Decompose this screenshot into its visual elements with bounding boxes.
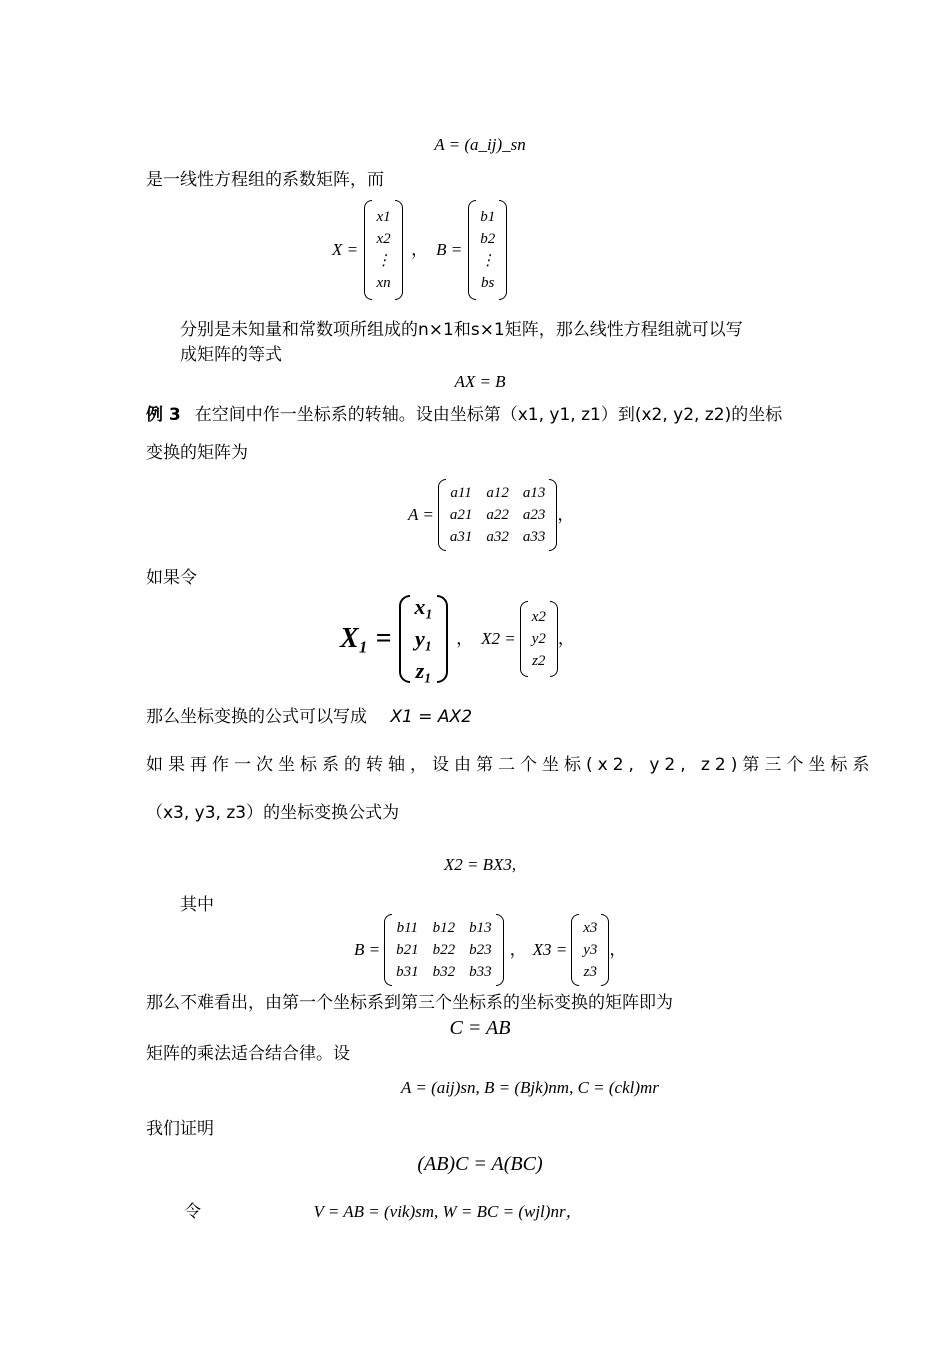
a-cell: a33 [522,529,546,545]
eq-associativity: (AB)C = A(BC) [417,1153,543,1175]
example-3-line [146,403,782,427]
x1-comma: ， [456,629,474,649]
a-cell: a23 [522,507,546,523]
eq-ax-b: AX = B [454,372,506,391]
x1-cell: y₁ [415,626,433,651]
b-cell: b22 [432,942,456,958]
formula-intro: 那么坐标变换的公式可以写成 [146,707,367,727]
b-lhs: B = [436,240,463,259]
eq-a-matrix [408,478,574,552]
text-second-rotation: 如果再作一次坐标系的转轴，设由第二个坐标(x2, y2, z2)第三个坐标系 [146,755,875,775]
text-let-vw [184,1199,583,1224]
example-text: 在空间中作一坐标系的转轴。设由坐标第（x1, y1, z1）到(x2, y2, z2)的坐标 [194,405,783,425]
bmat-lhs: B = [354,940,381,959]
text-we-prove: 我们证明 [146,1119,214,1139]
b-vec-4: bs [481,275,495,291]
x1-cell: x₁ [414,594,434,619]
x3-cell: x3 [583,920,598,936]
b-cell: b13 [469,920,492,936]
a-cell: a12 [486,485,509,501]
text-transform-formula [146,705,472,729]
a-cell: a21 [449,507,473,523]
x2-comma: ， [557,629,575,649]
a-cell: a13 [522,485,546,501]
text-associative: 矩阵的乘法适合结合律。设 [146,1044,350,1064]
x1-cell: z₁ [415,658,432,683]
a-cell: a32 [486,529,509,545]
x-vec-2: x2 [376,231,391,247]
x1-vector [399,595,448,683]
x3-comma: ， [609,940,627,960]
text-third-system: （x3, y3, z3）的坐标变换公式为 [146,803,400,823]
sep-comma: ， [411,240,429,260]
text-transform-matrix: 变换的矩阵为 [146,443,248,463]
b-cell: b31 [396,964,419,980]
b-vector [468,200,507,300]
x3-vector [571,914,609,986]
eq-c-ab: C = AB [449,1017,511,1039]
x3-cell: z3 [583,964,597,980]
b-cell: b33 [469,964,492,980]
x2-cell: x2 [531,609,546,625]
a-cell: a11 [450,485,472,501]
x-vec-3: ⋮ [376,253,392,269]
example-label: 例 3 [146,405,181,425]
b-vec-2: b2 [480,231,496,247]
b-vec-3: ⋮ [480,253,496,269]
text-where: 其中 [180,895,214,915]
x2-cell: y2 [531,631,546,647]
x3-lhs: X3 = [532,940,568,959]
b-cell: b12 [432,920,456,936]
b-matrix [384,914,504,986]
eq-a-def: A = (a_ij)_sn [434,135,526,154]
bmat-comma: ， [509,940,527,960]
x3-cell: y3 [583,942,598,958]
a-matrix [438,479,558,551]
text-conclusion: 那么不难看出，由第一个坐标系到第三个坐标系的坐标变换的矩阵即为 [146,993,673,1013]
x-vector [364,200,403,300]
eq-abc-def: A = (aij)sn, B = (Bjk)nm, C = (ckl)mr [401,1078,659,1097]
text-if-let: 如果令 [146,568,197,588]
text-dimensions: 分别是未知量和常数项所组成的n×1和s×1矩阵，那么线性方程组就可以写 [180,320,743,340]
let-word: 令 [184,1202,201,1222]
x2-vector [520,601,558,677]
eq-v-w: V = AB = (vik)sm, W = BC = (wjl)nr， [313,1202,583,1221]
eq-x1-x2-vectors [340,594,575,684]
b-vec-1: b1 [480,209,496,225]
a-lhs: A = [408,505,434,524]
eq-b-x3-matrices [354,912,626,988]
x-lhs: X = [332,240,359,259]
eq-x-b-vectors [332,198,507,302]
eq-x2-bx3: X2 = BX3, [443,855,517,874]
x2-lhs: X2 = [481,629,516,648]
x2-cell: z2 [532,653,546,669]
b-cell: b32 [432,964,456,980]
a-cell: a22 [486,507,509,523]
b-cell: b11 [396,920,419,936]
text-matrix-equation: 成矩阵的等式 [180,345,282,365]
a-comma: ， [557,505,575,525]
b-cell: b21 [396,942,419,958]
b-cell: b23 [469,942,492,958]
a-cell: a31 [449,529,473,545]
formula-x1-ax2: X1 = AX2 [390,707,473,727]
x1-lhs: X₁ = [340,623,392,654]
x-vec-1: x1 [376,209,391,225]
text-coef-matrix: 是一线性方程组的系数矩阵，而 [146,170,384,190]
x-vec-4: xn [376,275,391,291]
